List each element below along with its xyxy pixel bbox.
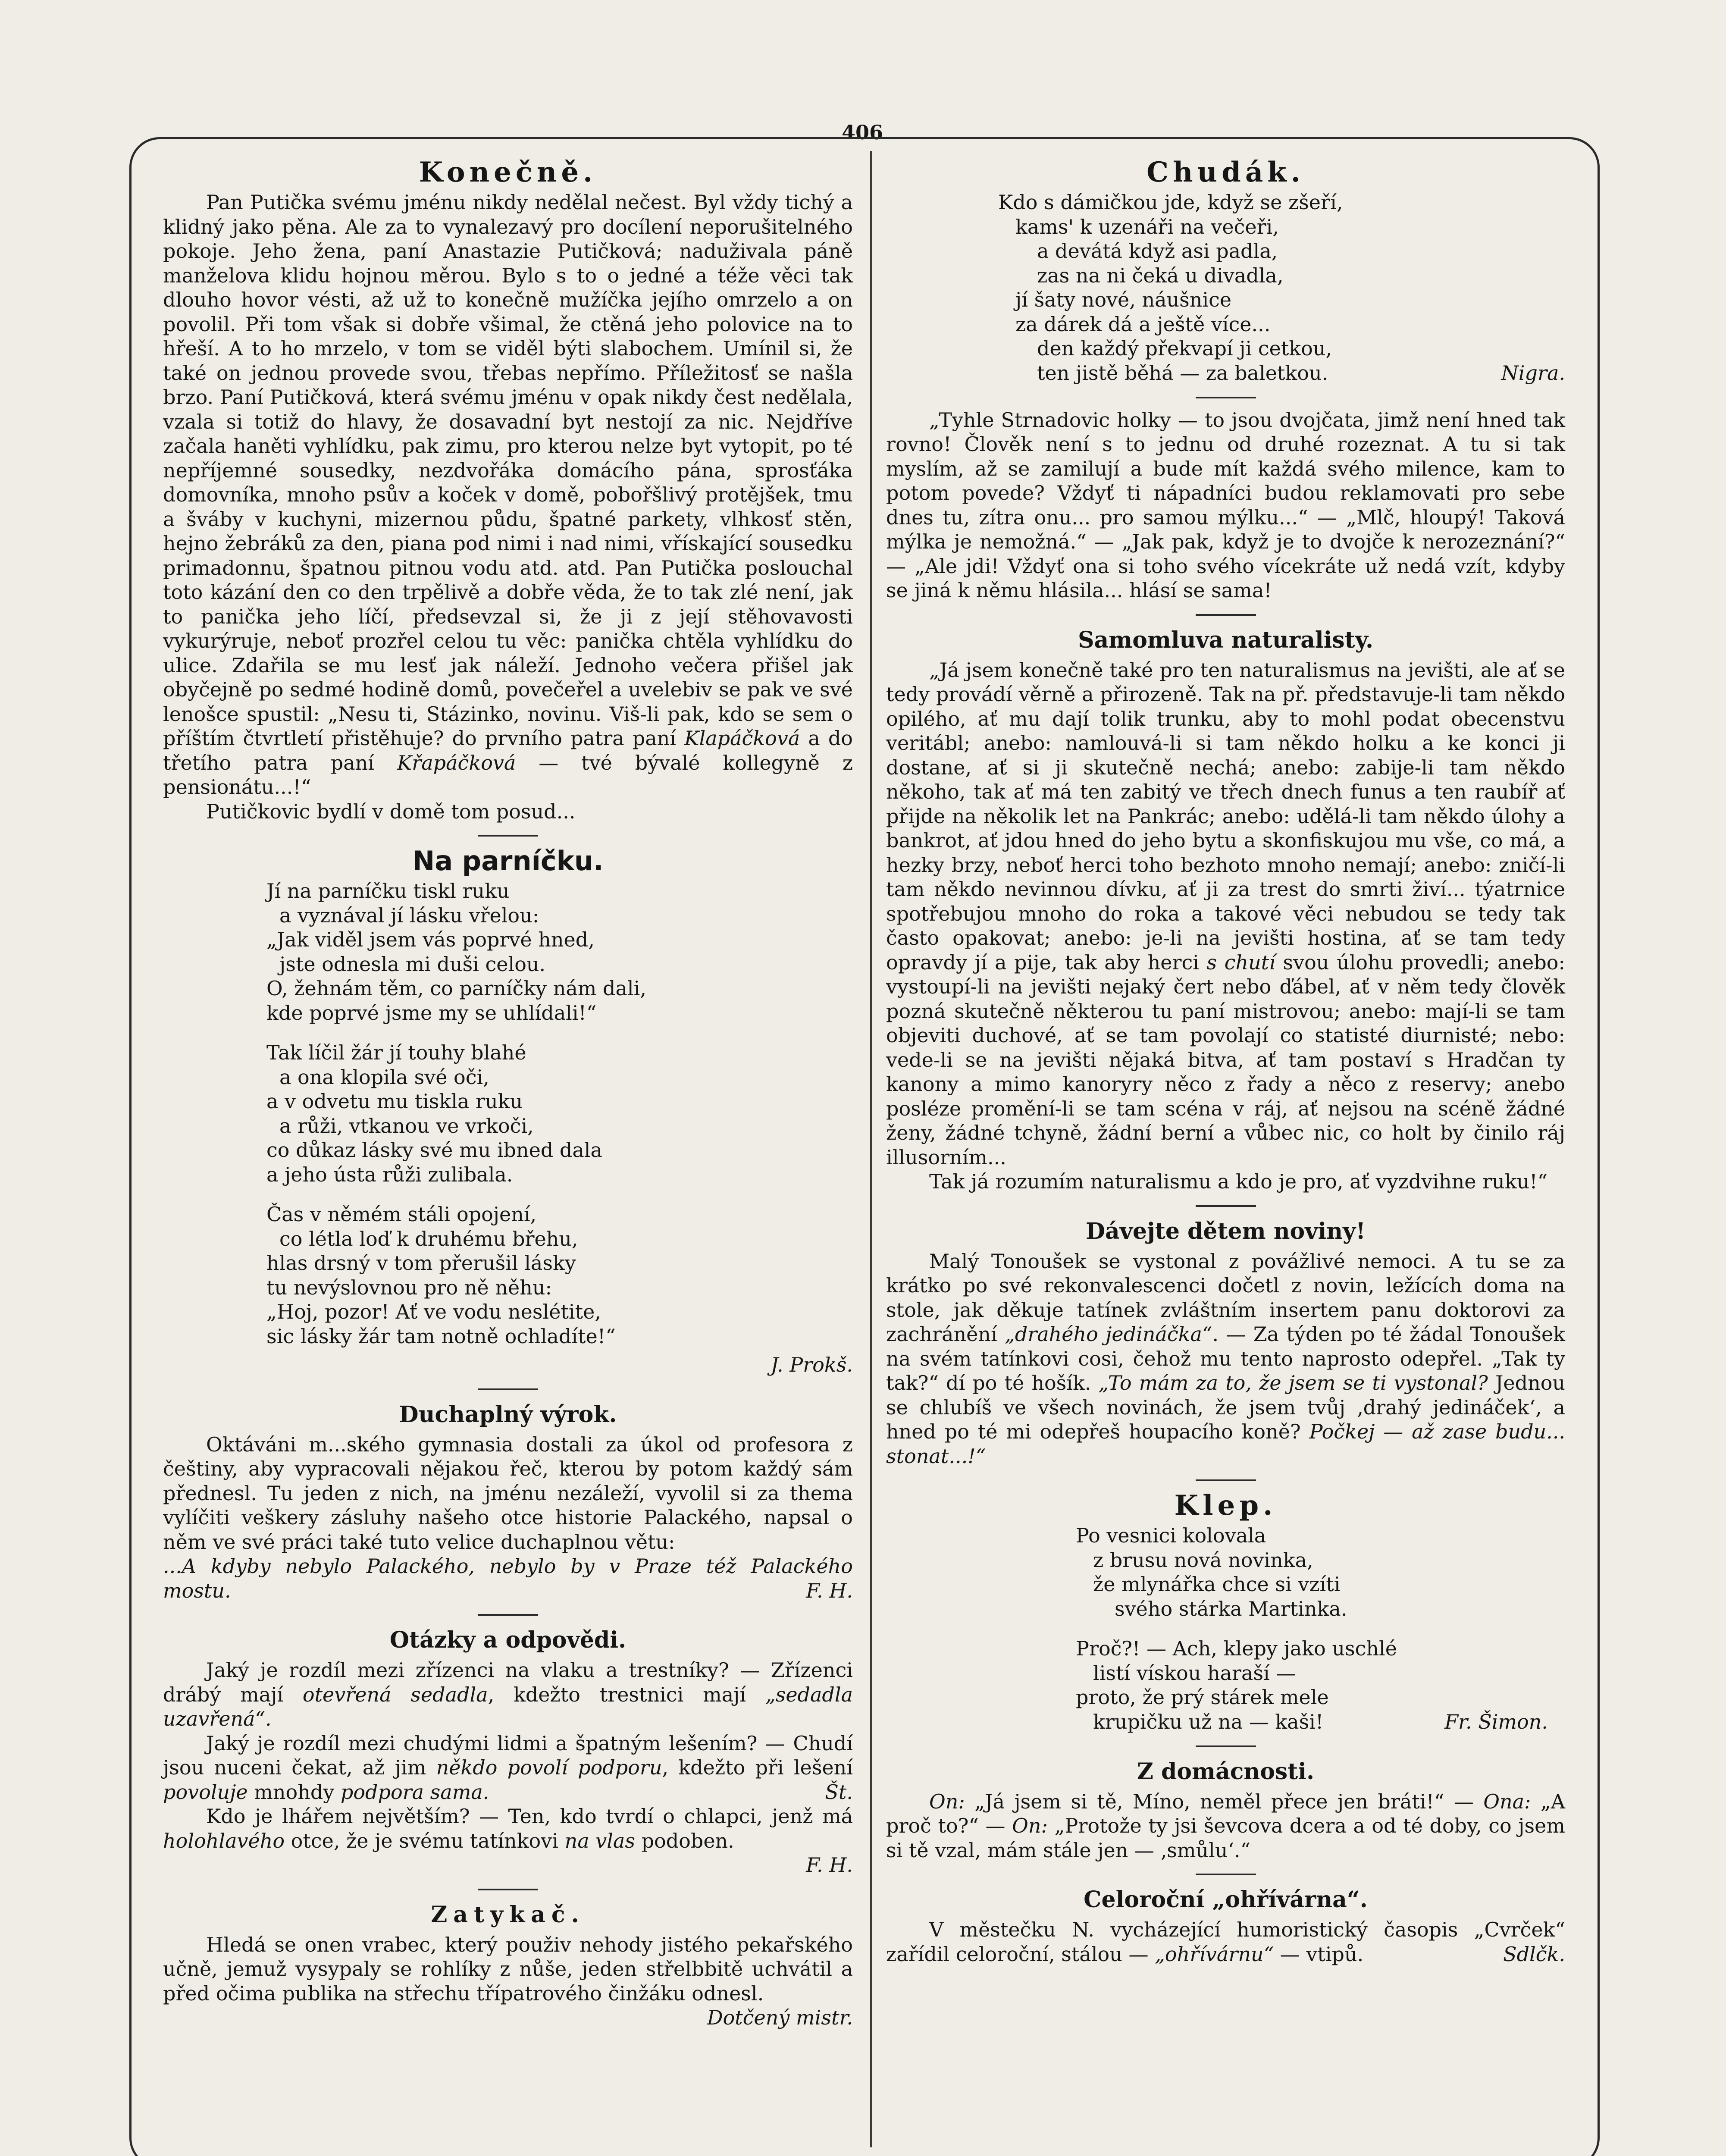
q1-text: Jaký je rozdíl mezi zřízenci na vlaku a trestníky? — Zřízenci drábý mají: [163, 1658, 853, 1706]
q2-em: někdo povolí podporu: [436, 1756, 662, 1779]
zatykac-text: Hledá se onen vrabec, který použiv nehody jistého pekařského učně, jemuž vysypaly se rohlíky z nůše, jeden střelbbitě uchvátil a před očima publika na střechu třípatrového činžáku odnesl.: [163, 1933, 853, 2005]
poem-line: a jeho ústa růži zulibala.: [266, 1163, 513, 1186]
article-title-chudak: Chudák.: [1146, 156, 1305, 188]
chudak-signature: Nigra.: [1501, 361, 1565, 385]
poem-line: a vyznával jí lásku vřelou:: [279, 903, 539, 927]
poem-line: „Hoj, pozor! Ať ve vodu neslétite,: [266, 1300, 601, 1323]
poem-line: sic lásky žár tam notně ochladíte!“: [266, 1324, 616, 1348]
article-duchaplny-body: Oktáváni m...ského gymnasia dostali za úkol od profesora z češtiny, aby vypracovali nějakou řeč, kterou by potom každý sám přednesl. Tu jeden z nich, na jménu nezáleží, vyvolil si za thema vylíčiti veškery zásluhy našeho otce historie Palackého, napsal o něm ve své práci také tuto velice duchaplnou větu:: [163, 1432, 853, 1554]
separator: [1196, 1205, 1256, 1207]
poem-line: „Jak viděl jsem vás poprvé hned,: [266, 928, 595, 951]
q3-end: podoben.: [641, 1829, 734, 1852]
poem-line: tu nevýslovnou pro ně něhu:: [266, 1275, 552, 1299]
separator: [1196, 397, 1256, 398]
poem-line: proto, že prý stárek mele: [1076, 1686, 1329, 1709]
q2-em3: podpora sama.: [340, 1780, 489, 1804]
poem-line: kams' k uzenáři na večeři,: [1015, 215, 1279, 238]
article-title-duchaplny: Duchaplný výrok.: [399, 1401, 617, 1428]
samomluva-em: s chutí: [1206, 950, 1275, 974]
poem-line: Čas v němém stáli opojení,: [266, 1203, 537, 1226]
celorocni-text: V městečku N. vycházející humoristický časopis „Cvrček“ zařídil celoroční, stálou —: [886, 1918, 1565, 1966]
article-title-otazky: Otázky a odpovědi.: [389, 1627, 626, 1653]
poem-line: a ona klopila své oči,: [279, 1065, 489, 1089]
q1-em: otevřená sedadla: [302, 1683, 488, 1706]
davejte-em3: Počkej — až zase budu... stonat...!“: [886, 1420, 1566, 1468]
samomluva-text: „Já jsem konečně také pro ten naturalismus na jevišti, ale ať se tedy provádí věrně a přirozeně. Tak na př. představuje-li tam někdo opilého, ať mu dají tolik trunku, aby to mohl podat obecenstvu veritábl; anebo: namlouvá-li si tam někdo holku a ke konci ji dostane, ať si ji skutečně nechá; anebo: zabije-li tam někdo někoho, tak ať má ten zabitý ve třech dnech funus a ten raubíř ať přijde na několik let na Pankrác; anebo: udělá-li tam někdo úlohy a bankrot, ať jdou hned do jeho bytu a skonfiskujou mu vše, co má, a hezky brzy, neboť herci toho bezhoto mnoho nemají; anebo: zničí-li tam někdo nevinnou dívku, ať ji za trest do smrti živí... týatrnice spotřebujou mnoho do roka a takové věci nebudou se tedy tak často opakovat; anebo: je-li na jevišti hostina, ať se tam tedy opravdy jí a pije, tak aby herci: [886, 658, 1565, 974]
poem-stanza: [266, 1202, 853, 1348]
article-samomluva-closing: Tak já rozumím naturalismu a kdo je pro, ať vyzdvihne ruku!“: [929, 1170, 1548, 1193]
poem-stanza: [266, 1040, 853, 1187]
article-title-parnicku: Na parníčku.: [412, 845, 604, 877]
poem-line: a v odvetu mu tiskla ruku: [266, 1090, 523, 1113]
konecne-text: Pan Putička svému jménu nikdy nedělal nečest. Byl vždy tichý a klidný jako pěna. Ale za to vynalezavý pro docílení neporušitelného pokoje. Jeho žena, paní Anastazie Putičková; naduživala páně manželova klidu hojnou měrou. Bylo s to o jedné a téže věci tak dlouho hovor vésti, až už to konečně mužíčka jejího omrzelo a on povolil. Při tom však si dobře všimal, že ctěná jeho polovice na to hřeší. A to ho mrzelo, v tom se viděl býti slabochem. Umínil si, že také on jednou provede svou, třebas nepřímo. Příležitosť se našla brzo. Paní Putičková, která svému jménu v opak nikdy čest nedělala, vzala si totiž do hlavy, že dosavadní byt nestojí za nic. Nejdříve začala haněti vyhlídku, pak zimu, pro kterou nelze byt vytopit, po té nepříjemné sousedky, nezdvořáka domácího pána, sprosťáka domovníka, mnoho psův a koček v domě, pobořšlivý protějšek, tmu a šváby v kuchyni, mizernou půdu, špatné parkety, vlhkosť stěn, hejno žebráků za den, piana pod nimi i nad nimi, vřískající sousedku primadonnu, špatnou pitnou vodu atd. atd. Pan Putička poslouchal toto kázání den co den trpělivě a dobře věda, že to tak zlé není, jak to panička jeho líčí, předsevzal si, že ji z její stěhovavosti vykurýruje, neboť prozřel celou tu věc: panička chtěla vyhlídku do ulice. Zdařila se mu lesť jak náleží. Jednoho večera přišel jak obyčejně po sedmé hodině domů, povečeřel a uvelebiv se pak ve své lenošce spustil: „Nesu ti, Stázinko, novinu. Viš-li pak, kdo se sem o příštím čtvrtletí přistěhuje? do prvního patra paní: [163, 191, 853, 750]
article-title-konecne: Konečně.: [419, 156, 597, 188]
article-zatykac-body: [163, 1933, 853, 2029]
celorocni-end: — vtipů.: [1280, 1942, 1364, 1966]
poem-parnicku: [163, 879, 853, 1348]
poem-line: že mlynářka chce si vzíti: [1093, 1573, 1341, 1596]
separator: [478, 1889, 538, 1890]
article-title-zatykac: Zatykač.: [431, 1901, 585, 1928]
page-number: 406: [841, 121, 883, 144]
separator: [478, 1388, 538, 1390]
ona-label: Ona:: [1483, 1789, 1531, 1813]
poem-line: jí šaty nové, náušnice: [1015, 288, 1232, 311]
poem-stanza: [266, 879, 853, 1025]
article-celorocni-body: [886, 1918, 1565, 1966]
poem-line: co létla loď k druhému břehu,: [279, 1227, 578, 1250]
article-samomluva-body: [886, 658, 1565, 1170]
poem-line: za dárek dá a ještě více...: [1015, 312, 1271, 336]
poem-line: a devátá když asi padla,: [1037, 239, 1278, 263]
davejte-em2: „To mám za to, že jsem se ti vystonal?: [1098, 1371, 1488, 1395]
left-column: [163, 157, 853, 2030]
poem-line: ten jistě běhá — za baletkou.: [1037, 361, 1328, 385]
poem-line: krupičku už na — kaši!: [1093, 1710, 1324, 1733]
separator: [1196, 1479, 1256, 1481]
konecne-name2: Křapáčková: [397, 751, 516, 774]
poem-line: co důkaz lásky své mu ibned dala: [266, 1138, 602, 1162]
davejte-text: Malý Tonoušek se vystonal z povážlivé nemoci. A tu se za krátko po své rekonvalescenci dočetl z novin, ležících doma na stole, jak děkuje tatínek zvláštním insertem panu doktorovi za zachránění: [886, 1249, 1565, 1346]
on2-label: On:: [1012, 1814, 1048, 1837]
poem-line: O, žehnám těm, co parníčky nám dali,: [266, 977, 646, 1000]
poem-signature: J. Prokš.: [771, 1353, 853, 1376]
q3-text: Kdo je lhářem největším? — Ten, kdo tvrdí o chlapci, jenž má: [206, 1805, 853, 1828]
konecne-end: — tvé bývalé kollegyně z pensionátu...!“: [163, 751, 853, 799]
poem-stanza: [1076, 1523, 1565, 1621]
otazky-q1: [163, 1658, 853, 1731]
zatykac-signature: Dotčený mistr.: [707, 2006, 853, 2029]
konecne-name1: Klapáčková: [684, 727, 800, 750]
davejte-mid: . — Za týden po té žádal Tonoušek na svém tatínkovi cosi, čehož mu tento naprosto odepřel. „Tak ty tak?“ dí po té hošík.: [886, 1322, 1565, 1395]
article-title-celorocni: Celoroční „ohřívárna“.: [1084, 1887, 1368, 1913]
article-konecne-closing: Putičkovic bydlí v domě tom posud...: [206, 799, 576, 823]
celorocni-signature: Sdlčk.: [1503, 1942, 1565, 1966]
davejte-em1: „drahého jedináčka“: [1004, 1322, 1212, 1346]
klep-signature: Fr. Šimon.: [1444, 1710, 1548, 1733]
poem-line: jste odnesla mi duši celou.: [279, 952, 546, 976]
separator: [1196, 1745, 1256, 1747]
poem-line: z brusu nová novinka,: [1093, 1548, 1313, 1572]
poem-line: hlas drsný v tom přerušil lásky: [266, 1251, 576, 1275]
q1-em2: „sedadla uzavřená“.: [163, 1683, 853, 1730]
otazky-signature: F. H.: [806, 1853, 853, 1877]
q3-em2: na vlas: [564, 1829, 635, 1852]
poem-line: Jí na parníčku tiskl ruku: [266, 879, 510, 903]
poem-line: Po vesnici kolovala: [1076, 1524, 1266, 1547]
article-davejte-body: [886, 1249, 1565, 1469]
poem-klep: [886, 1523, 1565, 1734]
article-domacnost-body: [886, 1789, 1565, 1863]
article-title-domacnost: Z domácnosti.: [1137, 1758, 1315, 1785]
article-strnadovic-body: „Tyhle Strnadovic holky — to jsou dvojčata, jimž není hned tak rovno! Člověk není s to jednu od druhé rozeznat. A tu si tak myslím, až se zamilují a bude mít každá svého milence, kam to potom povede? Vždyť ti nápadníci budou reklamovati pro sebe dnes tu, zítra onu... pro samou mýlku...“ — „Mlč, hloupý! Taková mýlka je nemožná.“ — „Jak pak, když je to dvojče k nerozeznání?“ — „Ale jdi! Vždyť ona si toho svého vícekráte už nedá vzít, kdyby se jiná k němu hlásila... hlásí se sama!: [886, 408, 1565, 602]
samomluva-text2: svou úlohu provedli; anebo: vystoupí-li na jevišti nejaký čert nebo ďábel, ať v něm tedy člověk pozná skutečně některou tu paní mistrovou; anebo: mají-li se tam objeviti duchové, ať se tam povolají co statisté diurnisté; nebo: vede-li se na jevišti nějaká bitva, ať tam postaví s Hradčan ty kanony a mimo kanoryry něco z řady a něco z reservy; anebo posléze promění-li se tam scéna v ráj, ať nejsou na scéně žádné ženy, žádné tchyně, žádní berní a vůbec nic, co holt by činilo ráj illusorním...: [886, 950, 1565, 1169]
duchaplny-signature: F. H.: [806, 1579, 853, 1602]
q3-em: holohlavého: [163, 1829, 285, 1852]
right-column: [886, 157, 1565, 1966]
poem-line: listí vískou haraší —: [1093, 1661, 1296, 1685]
column-divider: [870, 151, 872, 2147]
celorocni-em: „ohřívárnu“: [1155, 1942, 1274, 1966]
otazky-q2: [163, 1731, 853, 1805]
poem-line: Kdo s dámičkou jde, když se zšeří,: [998, 191, 1343, 214]
poem-line: svého stárka Martinka.: [1115, 1597, 1347, 1620]
ona-text: „A proč to?“ —: [886, 1789, 1566, 1837]
on-text: „Já jsem si tě, Míno, neměl přece jen bráti!“ —: [974, 1789, 1474, 1813]
q1-mid: , kdežto trestnici mají: [488, 1683, 746, 1706]
otazky-q3: [163, 1804, 853, 1853]
poem-line: Tak líčil žár jí touhy blahé: [266, 1041, 526, 1064]
poem-line: den každý překvapí ji cetkou,: [1037, 337, 1332, 360]
article-title-davejte: Dávejte dětem noviny!: [1085, 1218, 1366, 1244]
duchaplny-quote: ...A kdyby nebylo Palackého, nebylo by v Praze též Palackého mostu.: [163, 1554, 853, 1602]
article-title-klep: Klep.: [1174, 1489, 1277, 1522]
on2-text: „Protože ty jsi ševcova dcera a od té doby, co jsem si tě vzal, mám stále jen — ‚smůlu‘.“: [886, 1814, 1566, 1862]
q2-mid2: mnohdy: [254, 1780, 335, 1804]
q3-mid: otce, že je svému tatínkovi: [291, 1829, 558, 1852]
q2-mid: , kdežto při lešení: [662, 1756, 853, 1779]
separator: [478, 1614, 538, 1616]
q2-em2: povoluje: [163, 1780, 248, 1804]
separator: [1196, 1874, 1256, 1875]
poem-line: zas na ni čeká u divadla,: [1037, 263, 1284, 287]
poem-chudak: [886, 190, 1565, 385]
article-duchaplny-quote: [163, 1554, 853, 1603]
separator: [1196, 614, 1256, 616]
poem-line: a růži, vtkanou ve vrkoči,: [279, 1114, 534, 1138]
on-label: On:: [929, 1789, 965, 1813]
q2-text: Jaký je rozdíl mezi chudými lidmi a špatným lešením? — Chudí jsou nuceni čekat, až jim: [163, 1731, 853, 1779]
poem-line: Proč?! — Ach, klepy jako uschlé: [1076, 1637, 1397, 1660]
davejte-mid2: Jednou se chlubíš ve všech novinách, že jsem tvůj ‚drahý jedináček‘, a hned po té mi odepřeš houpacího koně?: [886, 1371, 1566, 1443]
konecne-mid: a do třetího patra paní: [163, 727, 853, 774]
article-title-samomluva: Samomluva naturalisty.: [1078, 627, 1374, 653]
separator: [478, 835, 538, 837]
q2-signature: Št.: [825, 1780, 853, 1804]
article-konecne-body: [163, 190, 853, 799]
poem-line: kde poprvé jsme my se uhlídali!“: [266, 1001, 597, 1025]
